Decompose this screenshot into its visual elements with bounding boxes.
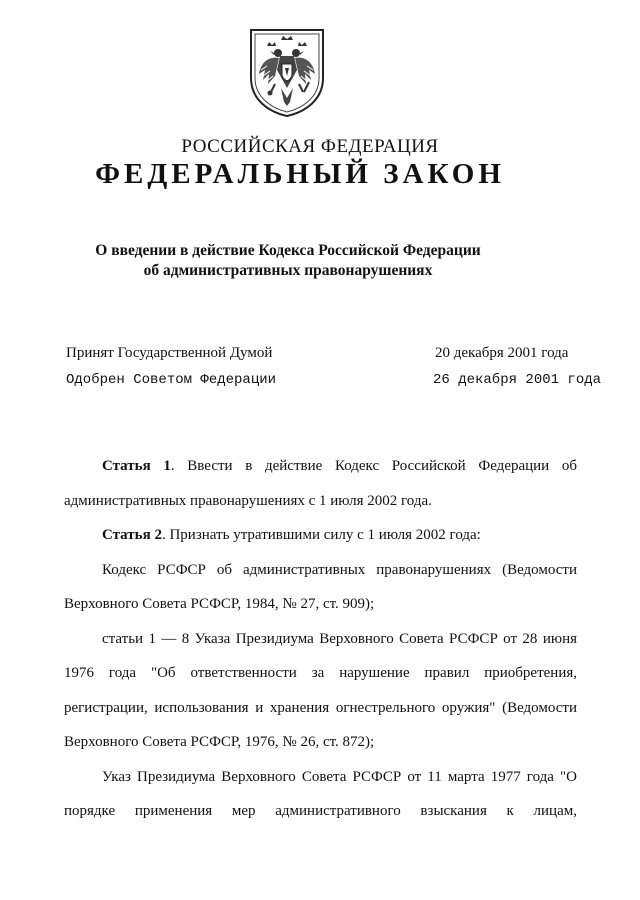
article-1-label: Статья 1	[102, 458, 171, 474]
council-approval-date: 26 декабря 2001 года	[433, 372, 602, 388]
repealed-item-1: Кодекс РСФСР об административных правонарушениях (Ведомости Верховного Совета РСФСР, 1984, № 27, ст. 909);	[64, 561, 577, 612]
article-1-text: . Ввести в действие Кодекс Российской Федерации об административных правонарушениях с 1 июля 2002 года.	[64, 458, 578, 509]
duma-adoption-label: Принят Государственной Думой	[66, 345, 273, 361]
duma-adoption-date: 20 декабря 2001 года	[435, 345, 569, 361]
repealed-item-2: статьи 1 — 8 Указа Президиума Верховного Совета РСФСР от 28 июня 1976 года "Об ответственности за нарушение правил приобретения, регистрации, использования и хранения огнестрельного оружия" (Ведомости Верховного Совета РСФСР, 1976, № 26, ст. 872);	[64, 630, 577, 750]
article-2-label: Статья 2	[102, 527, 162, 543]
law-title-line-1: О введении в действие Кодекса Российской Федерации	[95, 242, 481, 259]
law-body	[64, 449, 577, 829]
russian-emblem-icon	[245, 26, 329, 118]
law-title-line-2: об административных правонарушениях	[143, 262, 433, 279]
article-2	[64, 518, 577, 553]
article-2-text: . Признать утратившими силу с 1 июля 2002 года:	[161, 527, 481, 543]
article-1	[64, 449, 577, 518]
document-type: ФЕДЕРАЛЬНЫЙ ЗАКОН	[95, 158, 505, 190]
country-name: РОССИЙСКАЯ ФЕДЕРАЦИЯ	[181, 136, 439, 157]
law-title	[0, 241, 640, 281]
council-approval-label: Одобрен Советом Федерации	[66, 372, 277, 388]
repealed-item-3: Указ Президиума Верховного Совета РСФСР от 11 марта 1977 года "О порядке применения мер административного взыскания к лицам,	[64, 768, 577, 819]
